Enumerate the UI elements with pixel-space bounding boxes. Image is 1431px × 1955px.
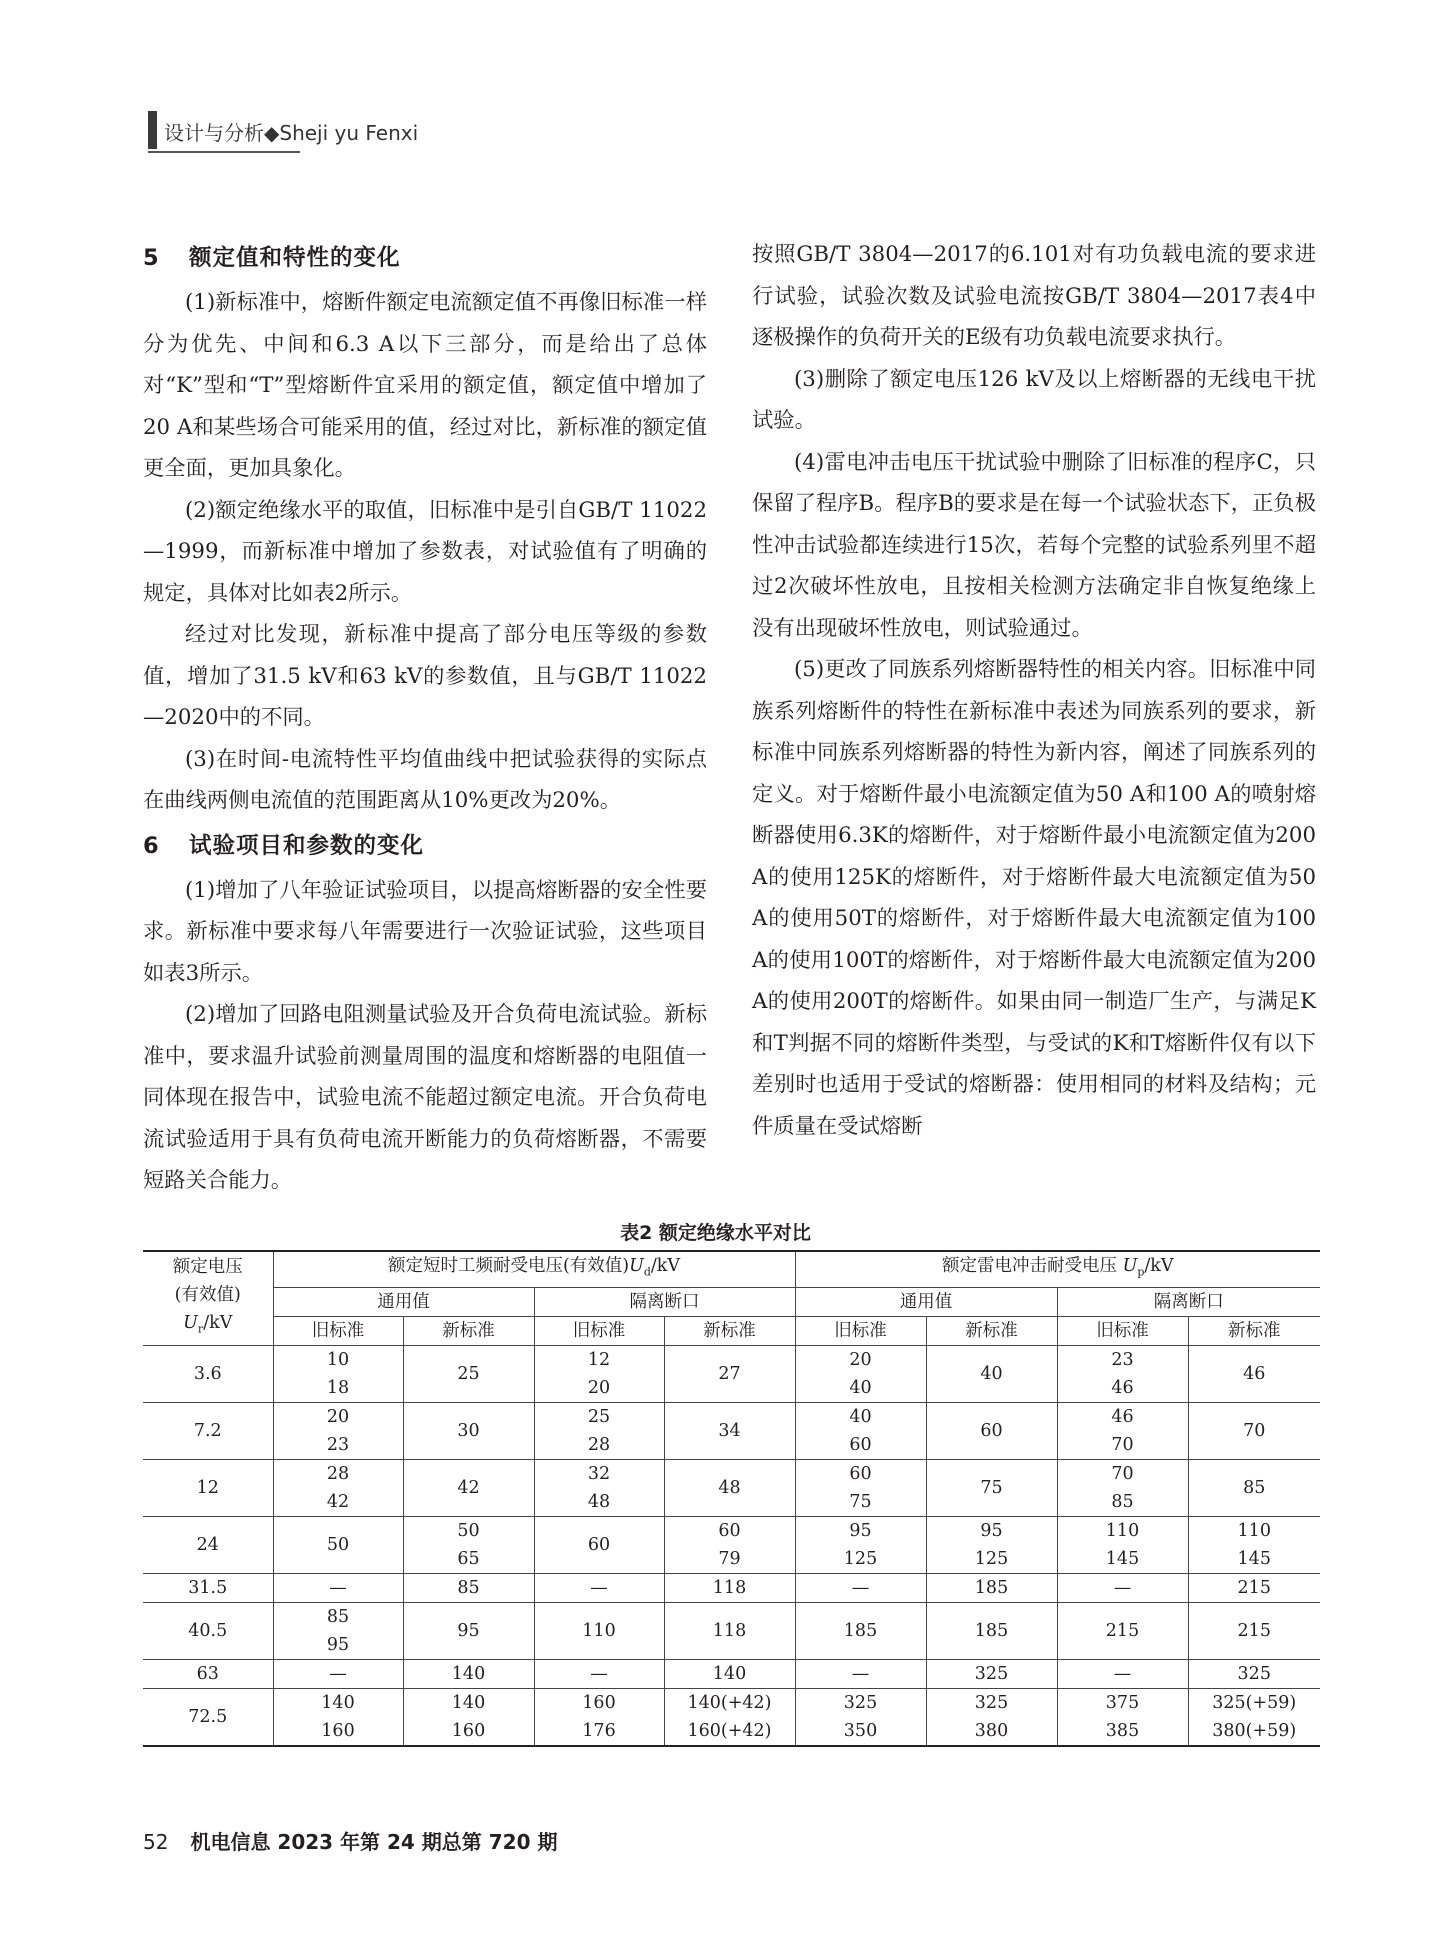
cell-value: 23 [1111,1349,1134,1370]
table-cell [926,1573,1057,1602]
cell-value: 60 [718,1520,741,1541]
cell-value: 110 [582,1620,616,1641]
table-cell [926,1345,1057,1402]
cell-value: — [851,1663,870,1684]
cell-value: 34 [718,1420,741,1441]
cell-value: 95 [980,1520,1003,1541]
table-cell [664,1516,795,1573]
cell-value: 20 [587,1377,611,1398]
cell-value: 145 [1105,1548,1140,1569]
table-cell [534,1659,664,1688]
cell-value: 118 [712,1620,747,1641]
table-cell [664,1659,795,1688]
cell-value: — [1113,1577,1132,1598]
table-cell [403,1573,534,1602]
cell-value: 48 [718,1477,741,1498]
header-new-standard: 新标准 [664,1316,795,1345]
section-heading-6 [143,822,707,870]
cell-value: 18 [326,1377,350,1398]
table-cell [664,1459,795,1516]
table-cell [1188,1516,1320,1573]
cell-value: 70 [1111,1463,1134,1484]
header-lightning-impulse: 额定雷电冲击耐受电压 $U_p/kV$ [795,1251,1320,1287]
cell-value: 325 [843,1692,878,1713]
cell-value: 46 [1243,1363,1266,1384]
cell-value: 380 [974,1720,1009,1741]
cell-value: 79 [718,1548,741,1569]
table-row [143,1573,1320,1602]
table-row [143,1688,1320,1746]
table-cell [273,1602,403,1659]
table-cell [1188,1402,1320,1459]
table-cell [795,1602,926,1659]
cell-value: 160(+42) [687,1720,772,1741]
header-new-standard: 新标准 [1188,1316,1320,1345]
cell-value: 50 [326,1534,350,1555]
cell-value: 85 [1243,1477,1266,1498]
header-rated-voltage [143,1251,273,1345]
cell-value: 70 [1111,1434,1134,1455]
page-footer [143,1826,557,1855]
paragraph: (3)在时间-电流特性平均值曲线中把试验获得的实际点在曲线两侧电流值的范围距离从10%更改为20%。 [143,746,707,813]
paragraph: 经过对比发现，新标准中提高了部分电压等级的参数值，增加了31.5 kV和63 kV的参数值，且与GB/T 11022—2020中的不同。 [143,622,707,730]
table-cell [1188,1459,1320,1516]
paragraph: (4)雷电冲击电压干扰试验中删除了旧标准的程序C，只保留了程序B。程序B的要求是在每一个试验状态下，正负极性冲击试验都连续进行15次，若每个完整的试验系列里不超过2次破坏性放电，且按相关检测方法确定非自恢复绝缘上没有出现破坏性放电，则试验通过。 [752,449,1316,641]
cell-value: 42 [457,1477,480,1498]
table-row [143,1602,1320,1659]
header-old-standard: 旧标准 [534,1316,664,1345]
cell-rated-voltage: 63 [143,1659,273,1688]
cell-value: 145 [1237,1548,1271,1569]
section-number: 6 [143,832,160,859]
table-cell [534,1402,664,1459]
table-cell [534,1459,664,1516]
table-cell [534,1573,664,1602]
cell-value: 350 [843,1720,878,1741]
right-column [752,234,1316,1147]
table-cell [273,1402,403,1459]
table-cell [1057,1659,1188,1688]
header-isolating-distance: 隔离断口 [534,1287,795,1316]
header-text: 额定电压 [172,1257,243,1277]
cell-rated-voltage: 3.6 [143,1345,273,1402]
table-cell [1057,1573,1188,1602]
cell-rated-voltage: 40.5 [143,1602,273,1659]
table-cell [273,1516,403,1573]
table-cell [795,1345,926,1402]
cell-value: — [329,1663,347,1684]
cell-value: 176 [582,1720,616,1741]
table-cell [534,1602,664,1659]
paragraph-continued: 按照GB/T 3804—2017的6.101对有功负载电流的要求进行试验，试验次数及试验电流按GB/T 3804—2017表4中逐极操作的负荷开关的E级有功负载电流要求执行。 [752,242,1316,350]
cell-value: — [1113,1663,1132,1684]
cell-value: 40 [849,1406,872,1427]
table-cell [795,1402,926,1459]
cell-value: 95 [457,1620,480,1641]
table-cell [403,1345,534,1402]
cell-value: 20 [849,1349,872,1370]
table-cell [273,1688,403,1746]
cell-value: 42 [326,1491,350,1512]
cell-value: 75 [980,1477,1003,1498]
cell-value: 325 [1237,1663,1271,1684]
cell-value: 160 [321,1720,355,1741]
table-cell [1057,1402,1188,1459]
table-row [143,1402,1320,1459]
table-cell [795,1516,926,1573]
cell-value: 325(+59) [1212,1692,1297,1713]
cell-value: 160 [582,1692,616,1713]
table-cell [403,1402,534,1459]
cell-value: 27 [718,1363,741,1384]
cell-value: 28 [587,1434,611,1455]
cell-value: 48 [587,1491,611,1512]
cell-rated-voltage: 31.5 [143,1573,273,1602]
table-cell [1188,1659,1320,1688]
cell-value: 50 [457,1520,480,1541]
table-cell [795,1659,926,1688]
cell-value: 215 [1237,1620,1271,1641]
paragraph: (3)删除了额定电压126 kV及以上熔断器的无线电干扰试验。 [752,366,1316,433]
cell-value: 12 [587,1349,611,1370]
cell-value: 30 [457,1420,480,1441]
cell-value: 185 [974,1620,1009,1641]
table-cell [1188,1573,1320,1602]
table-cell [795,1688,926,1746]
table-cell [273,1659,403,1688]
header-old-standard: 旧标准 [273,1316,403,1345]
table-cell [664,1688,795,1746]
cell-value: 160 [451,1720,486,1741]
table-cell [1188,1602,1320,1659]
cell-value: 110 [1105,1520,1140,1541]
table-cell [926,1402,1057,1459]
cell-value: 140 [712,1663,747,1684]
header-new-standard: 新标准 [926,1316,1057,1345]
cell-value: 23 [326,1434,350,1455]
cell-value: 140 [451,1663,486,1684]
paragraph: (5)更改了同族系列熔断器特性的相关内容。旧标准中同族系列熔断件的特性在新标准中表述为同族系列的要求，新标准中同族系列熔断器的特性为新内容，阐述了同族系列的定义。对于熔断件最小电流额定值为50 A和100 A的喷射熔断器使用6.3K的熔断件，对于熔断件最小电流额定值为200 A的使用125K的熔断件，对于熔断件最大电流额定值为50 A的使用50T的熔断件，对于熔断件最大电流额定值为100 A的使用100T的熔断件，对于熔断件最大电流额定值为200 A的使用200T的熔断件。如果由同一制造厂生产，与满足K和T判据不同的熔断件类型，与受试的K和T熔断件仅有以下差别时也适用于受试的熔断器：使用相同的材料及结构；元件质量在受试熔断 [752,657,1316,1139]
header-text: $U_r/kV$ [183,1313,233,1336]
cell-value: 85 [326,1606,350,1627]
cell-rated-voltage: 12 [143,1459,273,1516]
cell-rated-voltage: 72.5 [143,1688,273,1746]
header-common-value: 通用值 [795,1287,1057,1316]
header-common-value: 通用值 [273,1287,534,1316]
section-number: 5 [143,245,160,271]
cell-value: 46 [1111,1377,1134,1398]
table-cell [1057,1602,1188,1659]
header-section-title: 设计与分析◆Sheji yu Fenxi [164,121,419,145]
cell-value: — [329,1577,347,1598]
table-row [143,1516,1320,1573]
table-cell [273,1573,403,1602]
cell-value: 325 [974,1692,1009,1713]
header-power-frequency: 额定短时工频耐受电压(有效值)$U_d/kV$ [273,1251,795,1287]
cell-value: 46 [1111,1406,1134,1427]
cell-value: 40 [849,1377,872,1398]
cell-value: 215 [1237,1577,1271,1598]
cell-value: 85 [1111,1491,1134,1512]
cell-value: 28 [326,1463,350,1484]
cell-value: 185 [974,1577,1009,1598]
table-cell [795,1573,926,1602]
section-title: 试验项目和参数的变化 [189,832,425,859]
table-cell [403,1459,534,1516]
table-cell [1057,1516,1188,1573]
cell-value: 215 [1105,1620,1140,1641]
cell-value: 118 [712,1577,747,1598]
paragraph: (2)增加了回路电阻测量试验及开合负荷电流试验。新标准中，要求温升试验前测量周围的温度和熔断器的电阻值一同体现在报告中，试验电流不能超过额定电流。开合负荷电流试验适用于具有负荷电流开断能力的负荷熔断器，不需要短路关合能力。 [143,1002,707,1193]
table-cell [534,1345,664,1402]
table-row [143,1459,1320,1516]
cell-value: — [590,1663,608,1684]
table-cell [926,1459,1057,1516]
cell-value: 40 [980,1363,1003,1384]
cell-value: 60 [849,1463,872,1484]
cell-value: 60 [587,1534,611,1555]
table-cell [1057,1459,1188,1516]
cell-value: 10 [326,1349,350,1370]
table-cell [926,1688,1057,1746]
table-row [143,1345,1320,1402]
cell-value: 140(+42) [687,1692,772,1713]
cell-value: 95 [326,1634,350,1655]
table-cell [1188,1345,1320,1402]
cell-value: 32 [587,1463,611,1484]
table-cell [664,1573,795,1602]
header-old-standard: 旧标准 [795,1316,926,1345]
journal-info: 机电信息 2023 年第 24 期总第 720 期 [190,1830,558,1854]
table-cell [273,1459,403,1516]
cell-value: 185 [843,1620,878,1641]
table-caption: 表2 额定绝缘水平对比 [620,1222,811,1244]
cell-value: 375 [1105,1692,1140,1713]
header-rule [148,151,300,153]
cell-value: — [590,1577,608,1598]
table-cell [1057,1345,1188,1402]
table-cell [1057,1688,1188,1746]
table-cell [403,1659,534,1688]
cell-value: 125 [843,1548,878,1569]
paragraph: (1)新标准中，熔断件额定电流额定值不再像旧标准一样分为优先、中间和6.3 A以下三部分，而是给出了总体对“K”型和“T”型熔断件宜采用的额定值，额定值中增加了20 A和某些场合可能采用的值，经过对比，新标准的额定值更全面，更加具象化。 [143,290,707,481]
cell-value: 380(+59) [1212,1720,1297,1741]
cell-value: 60 [849,1434,872,1455]
cell-value: 85 [457,1577,480,1598]
cell-value: 75 [849,1491,872,1512]
cell-value: 65 [457,1548,480,1569]
cell-value: 20 [326,1406,350,1427]
header-text: (有效值) [174,1285,241,1305]
insulation-level-table [143,1250,1320,1747]
running-header [148,111,548,153]
header-old-standard: 旧标准 [1057,1316,1188,1345]
table-cell [795,1459,926,1516]
header-isolating-distance: 隔离断口 [1057,1287,1320,1316]
table-cell [664,1345,795,1402]
cell-value: 325 [974,1663,1009,1684]
cell-value: 385 [1105,1720,1140,1741]
page-number: 52 [143,1830,169,1854]
table-cell [273,1345,403,1402]
cell-value: 110 [1237,1520,1271,1541]
cell-rated-voltage: 24 [143,1516,273,1573]
header-new-standard: 新标准 [403,1316,534,1345]
paragraph: (2)额定绝缘水平的取值，旧标准中是引自GB/T 11022—1999，而新标准中增加了参数表，对试验值有了明确的规定，具体对比如表2所示。 [143,497,707,606]
cell-value: 125 [974,1548,1009,1569]
table-cell [403,1602,534,1659]
section-title: 额定值和特性的变化 [189,245,401,271]
cell-value: 25 [587,1406,611,1427]
section-heading-5 [143,234,707,282]
left-column [143,234,707,1202]
cell-value: 140 [321,1692,355,1713]
cell-value: 60 [980,1420,1003,1441]
table-cell [534,1688,664,1746]
header-bar [148,111,157,149]
table-cell [926,1516,1057,1573]
table-cell [664,1402,795,1459]
table-cell [926,1602,1057,1659]
paragraph: (1)增加了八年验证试验项目，以提高熔断器的安全性要求。新标准中要求每八年需要进行一次验证试验，这些项目如表3所示。 [143,877,707,986]
cell-value: 25 [457,1363,480,1384]
cell-value: — [851,1577,870,1598]
cell-value: 70 [1243,1420,1266,1441]
table-cell [403,1688,534,1746]
table-cell [1188,1688,1320,1746]
table-cell [664,1602,795,1659]
cell-rated-voltage: 7.2 [143,1402,273,1459]
table-cell [534,1516,664,1573]
cell-value: 140 [451,1692,486,1713]
table-cell [926,1659,1057,1688]
table-row [143,1659,1320,1688]
cell-value: 95 [849,1520,872,1541]
table-cell [403,1516,534,1573]
